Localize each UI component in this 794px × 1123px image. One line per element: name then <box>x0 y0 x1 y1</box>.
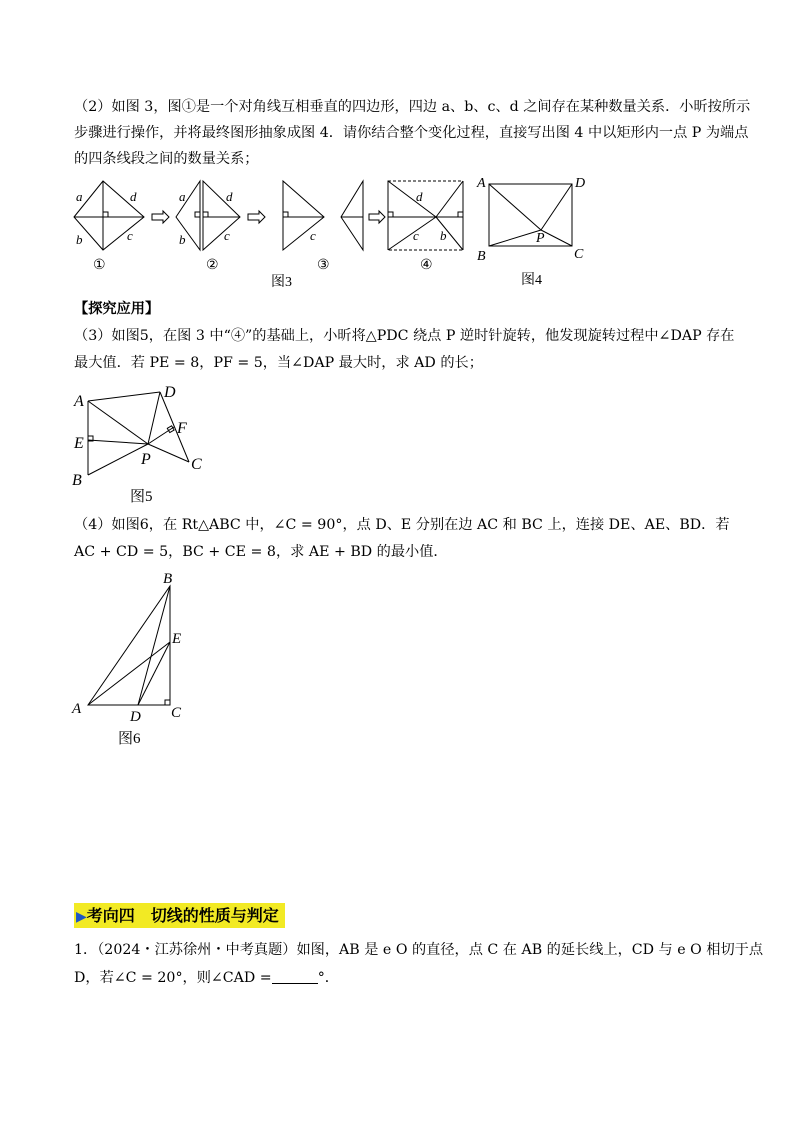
fig5-caption: 图5 <box>130 489 153 505</box>
fig4-caption: 图4 <box>521 273 542 288</box>
fig3-s3-c: c <box>310 228 316 243</box>
fig6-label-A: A <box>72 701 82 717</box>
fig3-s4-b: b <box>440 228 447 243</box>
fig4-rectangle <box>489 184 572 246</box>
fig5-label-P: P <box>141 451 151 468</box>
q3-line-1: （3）如图5，在图 3 中“④”的基础上，小昕将△PDC 绕点 P 逆时针旋转，他发现旋转过程中∠DAP 存在 <box>74 328 735 344</box>
fig3-step3-left <box>341 181 363 250</box>
q2-line-2: 步骤进行操作，并将最终图形抽象成图 4．请你结合整个变化过程，直接写出图 4 中以矩形内一点 P 为端点 <box>74 125 749 141</box>
fig4-label-D: D <box>575 176 586 191</box>
fig3-s2-d: d <box>226 189 233 204</box>
section-marker-icon: ▶ <box>76 909 87 925</box>
fig5-label-D: D <box>164 384 176 401</box>
fig3-arrow-1 <box>152 211 169 223</box>
fig6-triangle-ABC <box>88 586 170 705</box>
fig3-step3-right <box>283 181 324 250</box>
fig3-caption: 图3 <box>271 275 292 290</box>
fig4-label-B: B <box>477 249 486 264</box>
figure-6 <box>66 568 196 750</box>
fig3-step2-right <box>203 181 240 250</box>
q2-line-3: 的四条线段之间的数量关系； <box>74 151 259 167</box>
fig5-label-A: A <box>74 393 84 410</box>
fig3-arrow-2 <box>248 211 265 223</box>
fig6-label-E: E <box>172 631 182 647</box>
answer-blank[interactable] <box>272 969 318 984</box>
explore-heading: 【探究应用】 <box>74 301 160 317</box>
fig5-label-F: F <box>177 420 187 437</box>
fig6-caption: 图6 <box>118 731 141 747</box>
q1-line-1: 1．（2024・江苏徐州・中考真题）如图，AB 是 e O 的直径，点 C 在 AB 的延长线上，CD 与 e O 相切于点 <box>74 942 764 958</box>
figure-5 <box>66 380 216 506</box>
q3-line-2: 最大值．若 PE = 8，PF = 5，当∠DAP 最大时，求 AD 的长； <box>74 355 483 371</box>
fig5-label-C: C <box>191 456 202 473</box>
fig4-label-C: C <box>574 247 584 262</box>
fig3-arrow-3 <box>369 211 385 223</box>
fig3-step2-label: ② <box>206 258 219 273</box>
q4-line-2: AC + CD = 5，BC + CE = 8，求 AE + BD 的最小值． <box>74 544 448 560</box>
fig3-s4-c: c <box>413 228 419 243</box>
fig3-s2-a: a <box>179 189 186 204</box>
figure-4 <box>472 174 592 290</box>
fig3-step4-rect <box>388 181 463 250</box>
section-title: 考向四 切线的性质与判定 <box>86 906 279 925</box>
q1-line-2-end: °． <box>317 970 339 986</box>
fig4-label-P: P <box>536 231 545 246</box>
fig3-s2-b: b <box>179 232 186 247</box>
fig3-s1-c: c <box>127 228 133 243</box>
fig3-s2-c: c <box>224 228 230 243</box>
fig5-label-B: B <box>72 472 82 489</box>
section-header <box>74 903 285 928</box>
fig3-s1-a: a <box>76 189 83 204</box>
fig6-label-B: B <box>163 571 173 587</box>
fig6-label-D: D <box>130 709 141 725</box>
figure-3 <box>66 176 476 292</box>
fig5-side-AD <box>88 392 160 401</box>
fig6-label-C: C <box>171 705 182 721</box>
fig3-s1-b: b <box>76 232 83 247</box>
fig3-s1-d: d <box>130 189 137 204</box>
q1-line-2-start: D，若∠C = 20°，则∠CAD = <box>74 970 272 986</box>
q1-line-2 <box>74 968 724 988</box>
q4-line-1: （4）如图6，在 Rt△ABC 中，∠C = 90°，点 D、E 分别在边 AC 和 BC 上，连接 DE、AE、BD．若 <box>74 517 730 533</box>
fig3-step3-label: ③ <box>317 258 330 273</box>
fig3-step1-label: ① <box>93 258 106 273</box>
fig5-label-E: E <box>74 435 84 452</box>
fig3-s4-d: d <box>416 189 423 204</box>
fig3-step4-label: ④ <box>420 258 433 273</box>
fig4-label-A: A <box>477 176 486 191</box>
q2-line-1: （2）如图 3，图①是一个对角线互相垂直的四边形，四边 a、b、c、d 之间存在某种数量关系．小昕按所示 <box>74 99 751 115</box>
